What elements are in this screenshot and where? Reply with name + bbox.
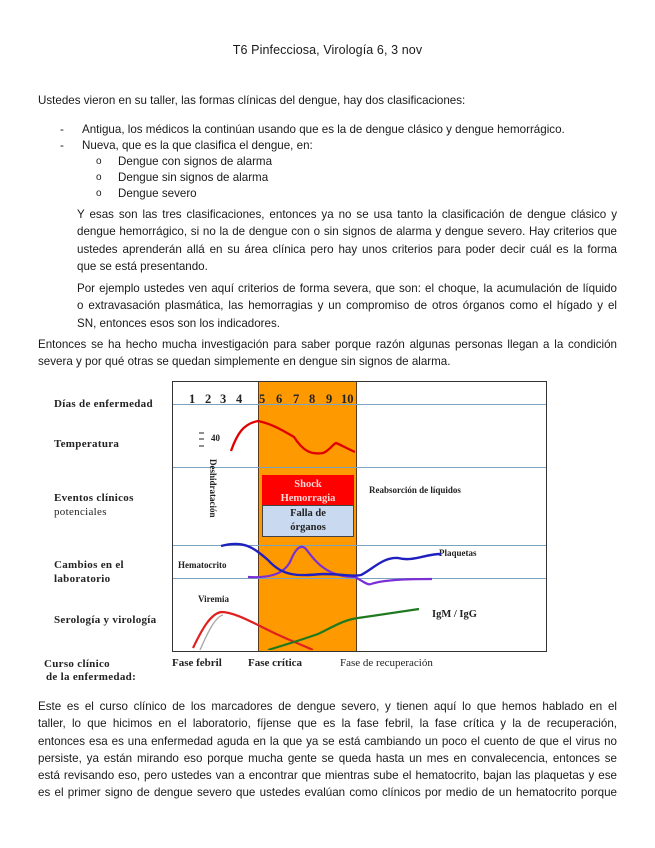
row-label-lab-2: laboratorio [54, 573, 111, 585]
text-line: severa y por qué otras se quedan simplemente en dengue sin signos de alarma. [38, 355, 451, 369]
row-label-events-2: potenciales [54, 506, 107, 518]
row-label-events-1: Eventos clínicos [54, 492, 134, 504]
igm-igg-label: IgM / IgG [432, 609, 477, 620]
text-line: SN, entonces esos son los indicadores. [77, 316, 281, 330]
text-line: taller, lo que hicimos en el laboratorio, fíjense que es la fase febril, la fase crítica y la de recuperación, [38, 717, 617, 731]
day-label: 8 [309, 392, 316, 406]
day-label: 5 [259, 392, 266, 406]
day-label: 7 [293, 392, 300, 406]
dash-marker: - [60, 123, 64, 136]
text-line: Y esas son las tres clasificaciones, entonces ya no se usa tanto la clasificación de dengue clásico y [77, 208, 617, 221]
platelets-label: Plaquetas [439, 548, 477, 558]
hematocrit-label: Hematocrito [178, 560, 227, 570]
text-line: o extravasación plasmática, las hemorragias y un compromiso de otros órganos como el hígado y el [77, 299, 617, 313]
day-label: 10 [341, 392, 354, 406]
text-line: persiste, ya están mirando eso porque mucha gente se queda hasta un mes en convalecencia, entonces se [38, 751, 617, 765]
row-label-temperature: Temperatura [54, 438, 120, 450]
paragraph-classifications [77, 206, 617, 275]
row-label-days: Días de enfermedad [54, 398, 153, 410]
bullet-text: Antigua, los médicos la continúan usando que es la de dengue clásico y dengue hemorrágico. [82, 123, 565, 136]
row-label-lab-1: Cambios en el [54, 559, 124, 571]
paragraph-clinical-course [38, 698, 617, 802]
reabsorption-label: Reabsorción de líquidos [369, 485, 461, 495]
row-label-course-2: de la enfermedad: [46, 671, 137, 683]
text-line: ustedes aprenderán allá en su área clínica pero hay unos criterios para poder decir cuál es la forma [77, 242, 617, 256]
text-line: que se está presentando. [77, 259, 208, 273]
temp-tick-40: 40 [211, 433, 220, 443]
dash-marker: - [60, 139, 64, 152]
text-line: está revisando eso, pero ustedes van a encontrar que mientras sube el hematocrito, bajan las plaquetas y ese [38, 769, 617, 783]
phase-critical: Fase crítica [248, 657, 303, 669]
day-label: 1 [189, 392, 196, 406]
sub-bullet-text: Dengue severo [118, 187, 197, 200]
organ-failure-line-1: Falla de [290, 508, 326, 519]
phase-febrile: Fase febril [172, 657, 222, 669]
row-label-course-1: Curso clínico [44, 658, 110, 670]
circle-marker: o [96, 188, 102, 199]
intro-paragraph: Ustedes vieron en su taller, las formas clínicas del dengue, hay dos clasificaciones: [38, 94, 466, 107]
text-line: entonces esa es una enfermedad aguda en la que ya se está cambiando un poco el cuento de que el virus no [38, 734, 617, 748]
row-label-serology: Serología y virología [54, 614, 157, 626]
sub-bullet-text: Dengue sin signos de alarma [118, 171, 269, 184]
dengue-clinical-course-figure [0, 370, 655, 690]
text-line: Entonces se ha hecho mucha investigación para saber porque razón algunas personas llegan a la condición [38, 338, 617, 351]
text-line: dengue hemorrágico, si no la de dengue con o sin signos de alarma y dengue severo. Hay criterios que [77, 225, 617, 239]
bullet-text: Nueva, que es la que clasifica el dengue, en: [82, 139, 313, 152]
chart-box [172, 381, 547, 652]
day-label: 3 [220, 392, 227, 406]
text-line: Por ejemplo ustedes ven aquí criterios de forma severa, que son: el choque, la acumulación de líquido [77, 282, 617, 295]
shock-label: Shock [294, 479, 322, 490]
circle-marker: o [96, 156, 102, 167]
paragraph-severe-criteria [77, 280, 617, 332]
day-label: 9 [326, 392, 333, 406]
dehydration-label: Deshidratación [208, 459, 218, 518]
organ-failure-line-2: órganos [290, 522, 326, 533]
phase-recovery: Fase de recuperación [340, 657, 433, 669]
day-label: 4 [236, 392, 243, 406]
hemorrhage-label: Hemorragia [280, 493, 336, 504]
circle-marker: o [96, 172, 102, 183]
sub-bullet-text: Dengue con signos de alarma [118, 155, 273, 168]
viremia-label: Viremia [198, 594, 229, 604]
paragraph-research [38, 336, 617, 371]
text-line: es el primer signo de dengue severo que ustedes evalúan como clínicos por medio de un hematocrito porque [38, 786, 617, 800]
day-label: 2 [205, 392, 212, 406]
document-title: T6 Pinfecciosa, Virología 6, 3 nov [232, 43, 423, 57]
day-label: 6 [276, 392, 283, 406]
text-line: Este es el curso clínico de los marcadores de dengue severo, y tienen aquí lo que hemos hablado en el [38, 700, 617, 713]
chart-curves [173, 382, 545, 650]
